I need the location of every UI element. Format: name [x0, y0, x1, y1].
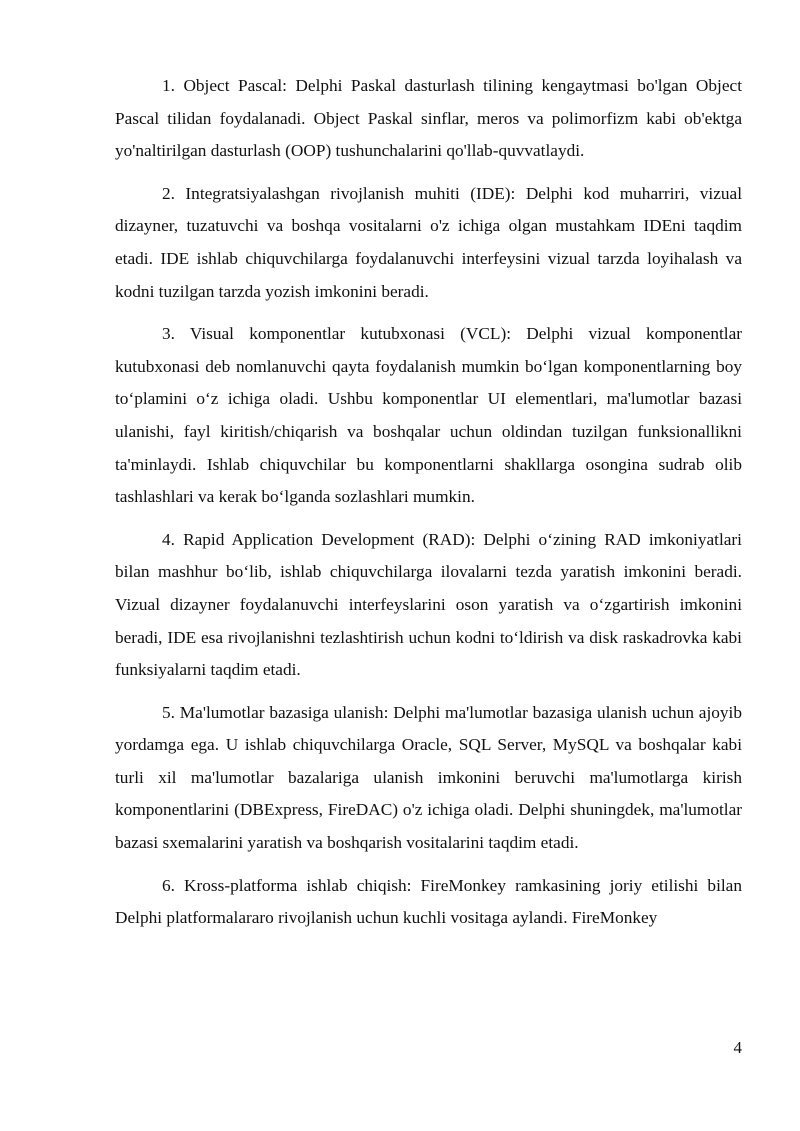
paragraph-ide: 2. Integratsiyalashgan rivojlanish muhiti (IDE): Delphi kod muharriri, vizual dizayner, tuzatuvchi va boshqa vositalarni o'z ichiga olgan mustahkam IDEni taqdim etadi. IDE ishlab chiquvchilarga foydalanuvchi interfeysini vizual tarzda loyihalash va kodni tuzilgan tarzda yozish imkonini beradi. [115, 183, 742, 301]
paragraph-vcl: 3. Visual komponentlar kutubxonasi (VCL): Delphi vizual komponentlar kutubxonasi deb nomlanuvchi qayta foydalanish mumkin bo‘lgan komponentlarning boy to‘plamini o‘z ichiga oladi. Ushbu komponentlar UI elementlari, ma'lumotlar bazasi ulanishi, fayl kiritish/chiqarish va boshqalar uchun oldindan tuzilgan funksionallikni ta'minlaydi. Ishlab chiquvchilar bu komponentlarni shakllarga osongina sudrab olib tashlashlari va kerak bo‘lganda sozlashlari mumkin. [115, 324, 742, 507]
paragraph-object-pascal: 1. Object Pascal: Delphi Paskal dasturlash tilining kengaytmasi bo'lgan Object Pascal tilidan foydalanadi. Object Paskal sinflar, meros va polimorfizm kabi ob'ektga yo'naltirilgan dasturlash (OOP) tushunchalarini qo'llab-quvvatlaydi. [115, 76, 742, 161]
paragraph-cross-platform: 6. Kross-platforma ishlab chiqish: FireMonkey ramkasining joriy etilishi bilan Delphi platformalararo rivojlanish uchun kuchli vositaga aylandi. FireMonkey [115, 875, 742, 928]
document-body [115, 70, 742, 945]
paragraph-database-connectivity: 5. Ma'lumotlar bazasiga ulanish: Delphi ma'lumotlar bazasiga ulanish uchun ajoyib yordamga ega. U ishlab chiquvchilarga Oracle, SQL Server, MySQL va boshqalar kabi turli xil ma'lumotlar bazalariga ulanish imkonini beruvchi ma'lumotlarga kirish komponentlarini (DBExpress, FireDAC) o'z ichiga oladi. Delphi shuningdek, ma'lumotlar bazasi sxemalarini yaratish va boshqarish vositalarini taqdim etadi. [115, 702, 742, 853]
page-number: 4 [733, 1038, 742, 1057]
paragraph-rad: 4. Rapid Application Development (RAD): Delphi o‘zining RAD imkoniyatlari bilan mashhur bo‘lib, ishlab chiquvchilarga ilovalarni tezda yaratish imkonini beradi. Vizual dizayner foydalanuvchi interfeyslarini oson yaratish va o‘zgartirish imkonini beradi, IDE esa rivojlanishni tezlashtirish uchun kodni to‘ldirish va disk raskadrovka kabi funksiyalarni taqdim etadi. [115, 529, 742, 680]
